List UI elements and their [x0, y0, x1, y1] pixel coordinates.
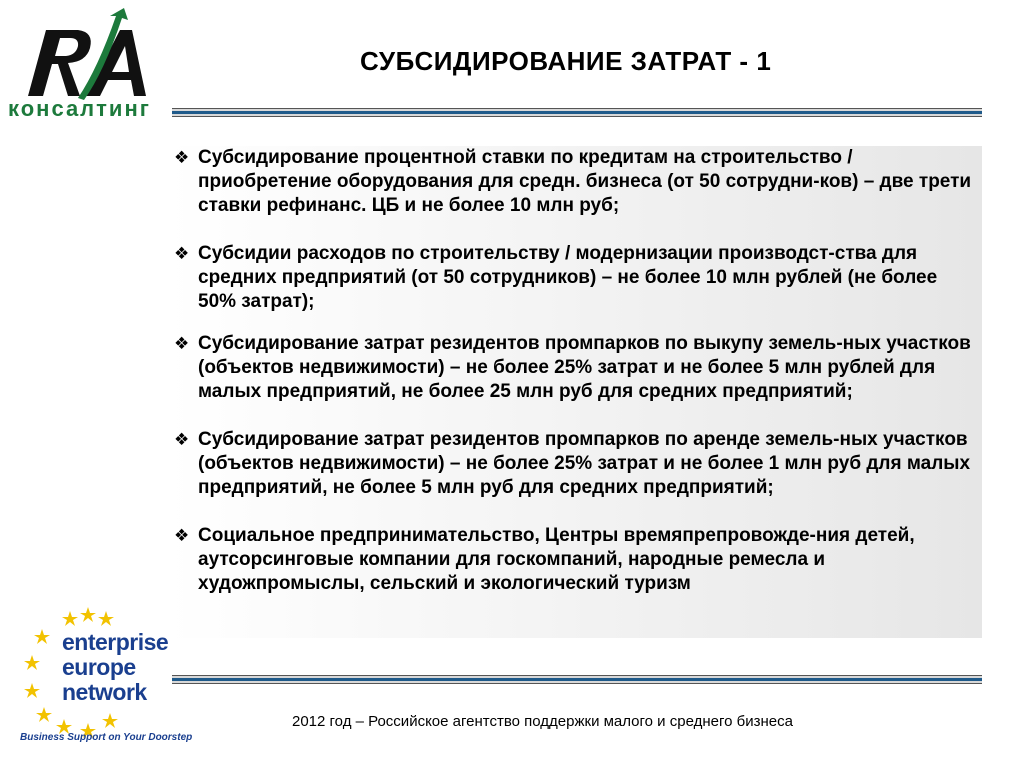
- diamond-bullet-icon: ❖: [174, 334, 190, 353]
- bullet-text: Субсидирование процентной ставки по кредитам на строительство / приобретение оборудования для средн. бизнеса (от 50 сотрудни-ков) – две трети ставки рефинанс. ЦБ и не более 10 млн руб;: [198, 147, 972, 216]
- diamond-bullet-icon: ❖: [174, 526, 190, 545]
- bullet-text: Субсидии расходов по строительству / модернизации производст-ства для средних предприятий (от 50 сотрудников) – не более 10 млн рублей (не более 50% затрат);: [198, 243, 938, 312]
- footer-text: 2012 год – Российское агентство поддержки малого и среднего бизнеса: [292, 713, 793, 730]
- bullet-item: [174, 242, 974, 314]
- een-logo-text: [62, 630, 168, 705]
- diamond-bullet-icon: ❖: [174, 430, 190, 449]
- bullet-text: Субсидирование затрат резидентов промпарков по аренде земель-ных участков (объектов недвижимости) – не более 25% затрат и не более 1 млн руб для малых предприятий, не более 5 млн руб для средних предприятий;: [198, 429, 971, 498]
- bullet-item: [174, 524, 974, 596]
- bullet-text: Субсидирование затрат резидентов промпарков по выкупу земель-ных участков (объектов недвижимости) – не более 25% затрат и не более 5 млн рублей для малых предприятий, не более 25 млн руб для средних предприятий;: [198, 333, 971, 402]
- page-title: СУБСИДИРОВАНИЕ ЗАТРАТ - 1: [360, 46, 772, 76]
- bullet-item: [174, 428, 974, 500]
- bullet-list: [174, 146, 974, 620]
- logo-subtitle: консалтинг: [8, 96, 151, 121]
- diamond-bullet-icon: ❖: [174, 148, 190, 167]
- een-line-3: network: [62, 679, 147, 705]
- diamond-bullet-icon: ❖: [174, 244, 190, 263]
- bullet-item: [174, 146, 974, 218]
- een-line-2: europe: [62, 654, 136, 680]
- footer-divider: [172, 675, 982, 684]
- logo-letter-a: [86, 30, 146, 96]
- bullet-text: Социальное предпринимательство, Центры времяпрепровожде-ния детей, аутсорсинговые компании для госкомпаний, народные ремесла и художпромыслы, сельский и экологический туризм: [198, 525, 915, 594]
- logo-letter-r: [28, 30, 91, 96]
- een-tagline: Business Support on Your Doorstep: [20, 732, 193, 743]
- bullet-item: [174, 332, 974, 404]
- header-divider: [172, 108, 982, 117]
- een-line-1: enterprise: [62, 629, 169, 655]
